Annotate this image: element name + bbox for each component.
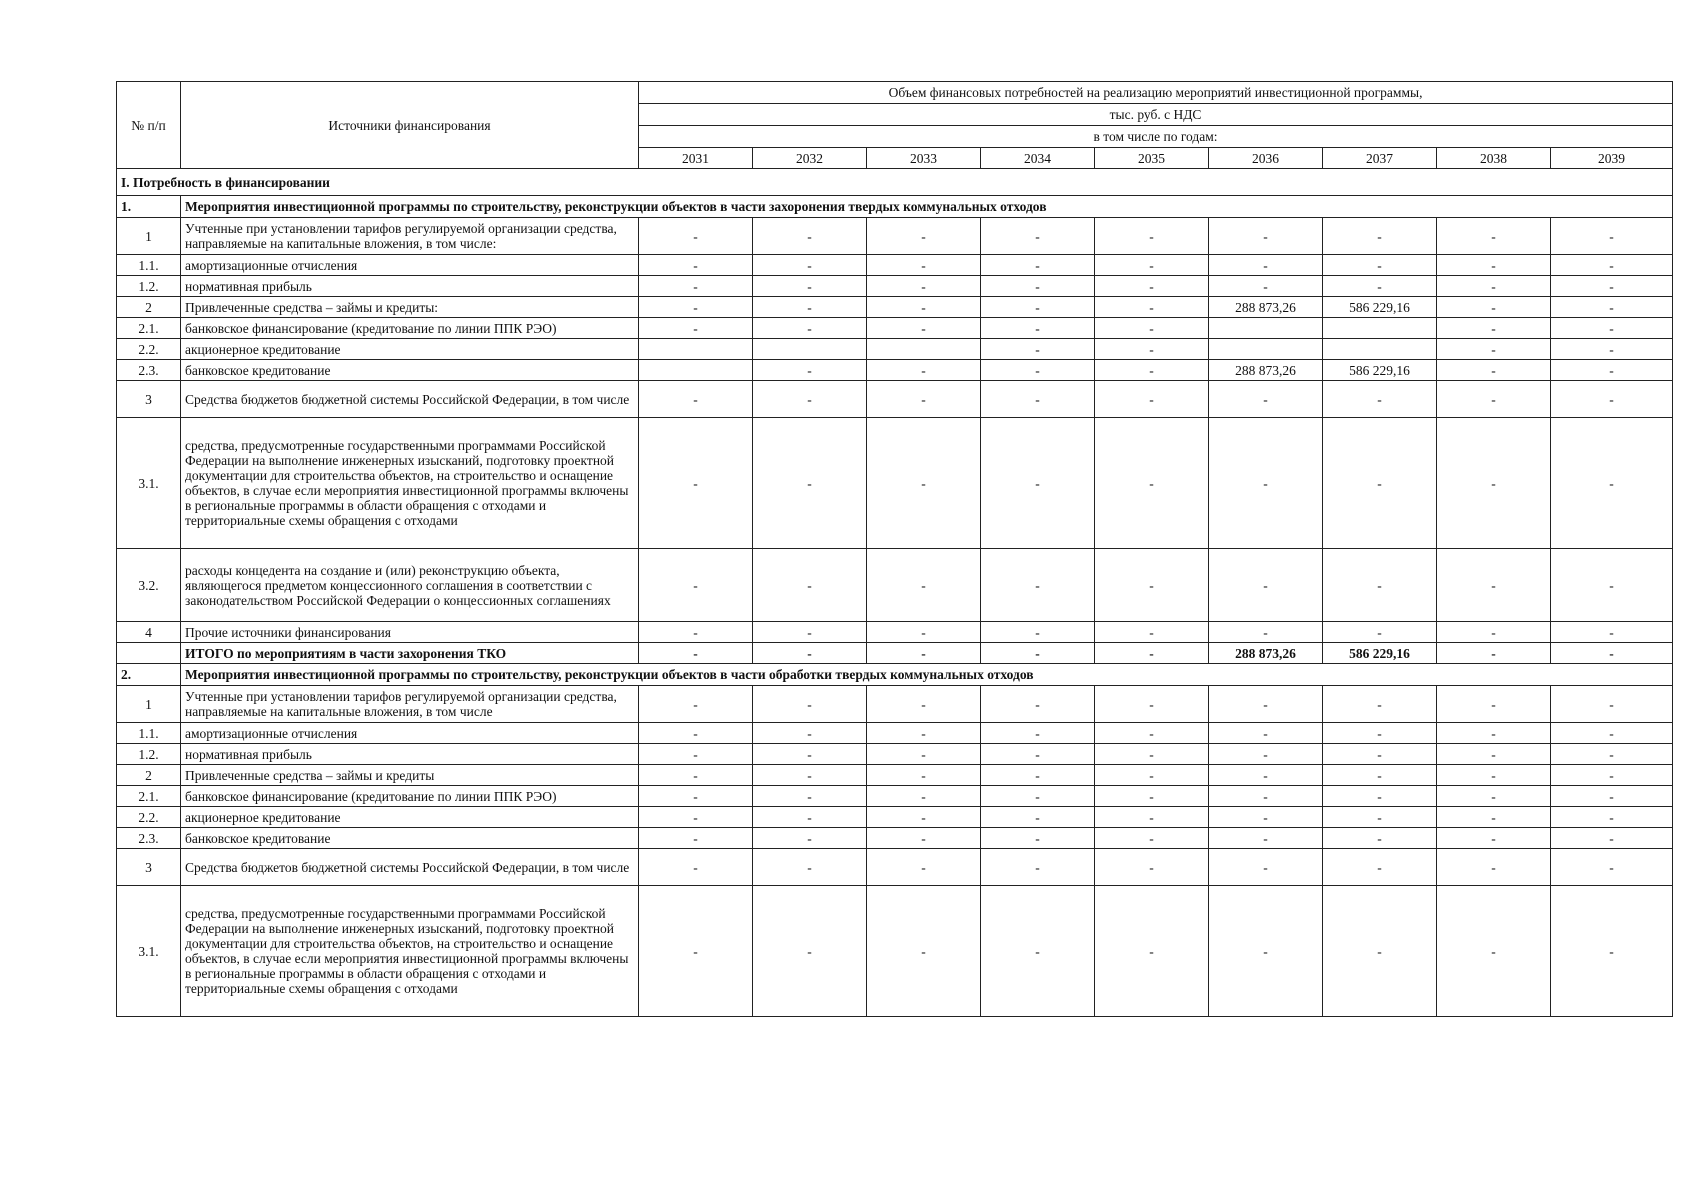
value-cell: -	[1437, 339, 1551, 360]
value-cell	[1323, 339, 1437, 360]
row-source: средства, предусмотренные государственными программами Российской Федерации на выполнение инженерных изысканий, подготовку проектной документации для строительства объектов, на строительство и оснащение объектов, в случае если мероприятия инвестиционной программы включены в региональные программы в области обращения с отходами и территориальные схемы обращения с отходами	[181, 418, 639, 549]
value-cell: -	[1209, 828, 1323, 849]
value-cell: -	[1209, 723, 1323, 744]
value-cell: -	[1551, 418, 1673, 549]
table-row	[117, 418, 1673, 549]
row-source: Средства бюджетов бюджетной системы Российской Федерации, в том числе	[181, 849, 639, 886]
value-cell: -	[981, 765, 1095, 786]
value-cell: 586 229,16	[1323, 297, 1437, 318]
value-cell: -	[639, 381, 753, 418]
value-cell: -	[981, 828, 1095, 849]
value-cell: -	[1437, 549, 1551, 622]
value-cell: -	[1323, 828, 1437, 849]
value-cell: -	[1209, 418, 1323, 549]
value-cell: -	[1551, 744, 1673, 765]
table-row	[117, 622, 1673, 643]
year-header: 2033	[867, 148, 981, 169]
value-cell: -	[753, 418, 867, 549]
section-title-row	[117, 664, 1673, 686]
value-cell: -	[867, 786, 981, 807]
table-row	[117, 297, 1673, 318]
value-cell	[1209, 318, 1323, 339]
row-source: Прочие источники финансирования	[181, 622, 639, 643]
table-row	[117, 849, 1673, 886]
value-cell: -	[981, 381, 1095, 418]
value-cell: -	[1551, 886, 1673, 1017]
value-cell: -	[1209, 744, 1323, 765]
value-cell: -	[1551, 786, 1673, 807]
table-row	[117, 339, 1673, 360]
value-cell: -	[753, 255, 867, 276]
value-cell: -	[1323, 622, 1437, 643]
value-cell: -	[1323, 218, 1437, 255]
value-cell: -	[753, 765, 867, 786]
value-cell: -	[753, 786, 867, 807]
value-cell: -	[867, 297, 981, 318]
value-cell: -	[1551, 686, 1673, 723]
value-cell: -	[1323, 744, 1437, 765]
value-cell: -	[753, 723, 867, 744]
value-cell: -	[639, 297, 753, 318]
value-cell: -	[1437, 276, 1551, 297]
row-source: нормативная прибыль	[181, 744, 639, 765]
row-source: Привлеченные средства – займы и кредиты	[181, 765, 639, 786]
value-cell: -	[1437, 849, 1551, 886]
value-cell: -	[1095, 622, 1209, 643]
value-cell: -	[1095, 786, 1209, 807]
year-header: 2036	[1209, 148, 1323, 169]
value-cell: -	[1209, 849, 1323, 886]
value-cell: -	[1437, 828, 1551, 849]
table-row	[117, 807, 1673, 828]
value-cell: -	[981, 297, 1095, 318]
value-cell: -	[1323, 886, 1437, 1017]
value-cell: -	[1095, 744, 1209, 765]
value-cell: -	[639, 828, 753, 849]
value-cell: -	[981, 255, 1095, 276]
value-cell: -	[867, 744, 981, 765]
row-number: 2	[117, 765, 181, 786]
value-cell: -	[981, 786, 1095, 807]
row-source: ИТОГО по мероприятиям в части захоронения ТКО	[181, 643, 639, 664]
table-row	[117, 276, 1673, 297]
table-body	[117, 82, 1673, 1017]
value-cell	[753, 339, 867, 360]
value-cell: -	[1437, 765, 1551, 786]
row-number: 1.2.	[117, 744, 181, 765]
year-header: 2034	[981, 148, 1095, 169]
value-cell: -	[867, 255, 981, 276]
value-cell: -	[1551, 255, 1673, 276]
value-cell: -	[867, 381, 981, 418]
value-cell	[1323, 318, 1437, 339]
value-cell: -	[1095, 276, 1209, 297]
value-cell: -	[1551, 381, 1673, 418]
value-cell: -	[1323, 807, 1437, 828]
financing-sheet	[116, 81, 1672, 1017]
value-cell: -	[1095, 381, 1209, 418]
value-cell: -	[1323, 276, 1437, 297]
row-source: банковское кредитование	[181, 360, 639, 381]
table-row	[117, 218, 1673, 255]
value-cell: -	[1437, 643, 1551, 664]
value-cell: -	[639, 255, 753, 276]
num-column-header: № п/п	[117, 82, 181, 169]
value-cell: -	[1323, 786, 1437, 807]
value-cell: -	[753, 849, 867, 886]
value-cell: -	[1323, 686, 1437, 723]
section-title: Мероприятия инвестиционной программы по строительству, реконструкции объектов в части обработки твердых коммунальных отходов	[181, 664, 1673, 686]
value-cell: -	[639, 622, 753, 643]
year-header: 2032	[753, 148, 867, 169]
value-cell: -	[1551, 849, 1673, 886]
value-cell: -	[867, 549, 981, 622]
row-number: 2.3.	[117, 828, 181, 849]
row-number	[117, 643, 181, 664]
value-cell: -	[981, 339, 1095, 360]
value-cell: -	[1437, 218, 1551, 255]
value-cell: -	[1437, 255, 1551, 276]
value-cell: -	[639, 765, 753, 786]
value-cell: -	[753, 807, 867, 828]
part-title-row	[117, 169, 1673, 196]
value-cell: -	[867, 622, 981, 643]
value-cell	[1209, 339, 1323, 360]
value-cell: -	[981, 318, 1095, 339]
year-header: 2038	[1437, 148, 1551, 169]
value-cell: -	[867, 318, 981, 339]
value-cell: -	[1323, 381, 1437, 418]
value-cell: -	[639, 786, 753, 807]
value-cell: -	[639, 807, 753, 828]
value-cell: -	[867, 828, 981, 849]
row-source: амортизационные отчисления	[181, 723, 639, 744]
value-cell: 586 229,16	[1323, 643, 1437, 664]
value-cell: -	[1551, 807, 1673, 828]
table-row	[117, 723, 1673, 744]
row-number: 3.1.	[117, 418, 181, 549]
value-cell: -	[1095, 849, 1209, 886]
value-cell: -	[1551, 360, 1673, 381]
value-cell: -	[639, 218, 753, 255]
value-cell: -	[867, 686, 981, 723]
value-cell: -	[1551, 276, 1673, 297]
value-cell: -	[639, 318, 753, 339]
table-row	[117, 744, 1673, 765]
row-number: 1.1.	[117, 723, 181, 744]
value-cell: -	[981, 276, 1095, 297]
value-cell: -	[1209, 807, 1323, 828]
value-cell: -	[639, 549, 753, 622]
value-cell: -	[1551, 297, 1673, 318]
row-number: 4	[117, 622, 181, 643]
value-cell: 586 229,16	[1323, 360, 1437, 381]
value-cell: -	[1551, 622, 1673, 643]
row-source: банковское кредитование	[181, 828, 639, 849]
value-cell: -	[753, 381, 867, 418]
value-cell: -	[1551, 339, 1673, 360]
row-number: 1	[117, 218, 181, 255]
value-cell: -	[1209, 381, 1323, 418]
row-source: акционерное кредитование	[181, 807, 639, 828]
table-row	[117, 886, 1673, 1017]
value-cell: -	[753, 318, 867, 339]
table-row	[117, 786, 1673, 807]
row-source: Средства бюджетов бюджетной системы Российской Федерации, в том числе	[181, 381, 639, 418]
value-cell: -	[753, 686, 867, 723]
value-cell: -	[867, 418, 981, 549]
value-cell: -	[1095, 643, 1209, 664]
value-cell: -	[753, 828, 867, 849]
total-row	[117, 643, 1673, 664]
row-number: 3	[117, 849, 181, 886]
value-cell: -	[1323, 549, 1437, 622]
value-cell: -	[1437, 886, 1551, 1017]
value-cell: 288 873,26	[1209, 360, 1323, 381]
value-cell: -	[867, 218, 981, 255]
value-cell: -	[1095, 255, 1209, 276]
value-cell: -	[1437, 381, 1551, 418]
value-cell: -	[1209, 765, 1323, 786]
value-cell: -	[867, 643, 981, 664]
row-source: акционерное кредитование	[181, 339, 639, 360]
value-cell: -	[1551, 318, 1673, 339]
value-cell: 288 873,26	[1209, 297, 1323, 318]
value-cell: -	[867, 276, 981, 297]
value-cell: -	[639, 849, 753, 886]
value-cell: -	[981, 886, 1095, 1017]
value-cell: -	[981, 686, 1095, 723]
value-cell: -	[639, 418, 753, 549]
row-source: Учтенные при установлении тарифов регулируемой организации средства, направляемые на капитальные вложения, в том числе	[181, 686, 639, 723]
table-row	[117, 318, 1673, 339]
value-cell: -	[753, 886, 867, 1017]
row-number: 3	[117, 381, 181, 418]
value-cell: -	[981, 744, 1095, 765]
value-cell: -	[1209, 886, 1323, 1017]
section-number: 1.	[117, 196, 181, 218]
table-row	[117, 765, 1673, 786]
value-cell: -	[1437, 622, 1551, 643]
value-cell: -	[639, 744, 753, 765]
value-cell: -	[1323, 418, 1437, 549]
row-number: 2.2.	[117, 807, 181, 828]
row-number: 1.2.	[117, 276, 181, 297]
financing-table	[116, 81, 1673, 1017]
value-cell: -	[1095, 828, 1209, 849]
value-cell: -	[639, 723, 753, 744]
value-cell: -	[981, 643, 1095, 664]
value-cell: -	[753, 360, 867, 381]
value-cell: -	[1323, 849, 1437, 886]
value-cell: -	[981, 218, 1095, 255]
value-cell: -	[1209, 549, 1323, 622]
table-row	[117, 381, 1673, 418]
value-cell: -	[1095, 318, 1209, 339]
value-cell: -	[867, 723, 981, 744]
value-cell: -	[1551, 723, 1673, 744]
value-cell: -	[639, 643, 753, 664]
row-source: расходы концедента на создание и (или) реконструкцию объекта, являющегося предметом концессионного соглашения в соответствии с законодательством Российской Федерации о концессионных соглашениях	[181, 549, 639, 622]
value-cell: -	[1095, 218, 1209, 255]
value-cell: -	[1209, 622, 1323, 643]
value-cell: -	[639, 686, 753, 723]
year-header: 2035	[1095, 148, 1209, 169]
value-cell: -	[1095, 886, 1209, 1017]
value-cell: -	[753, 549, 867, 622]
value-cell: -	[1437, 297, 1551, 318]
value-cell	[867, 339, 981, 360]
source-column-header: Источники финансирования	[181, 82, 639, 169]
row-number: 2.1.	[117, 786, 181, 807]
value-cell: -	[1551, 765, 1673, 786]
value-cell: -	[867, 807, 981, 828]
row-source: банковское финансирование (кредитование по линии ППК РЭО)	[181, 786, 639, 807]
value-cell: -	[1209, 255, 1323, 276]
value-cell: -	[639, 276, 753, 297]
value-cell: -	[1095, 360, 1209, 381]
row-number: 2.3.	[117, 360, 181, 381]
row-source: амортизационные отчисления	[181, 255, 639, 276]
year-header: 2037	[1323, 148, 1437, 169]
value-cell: -	[1437, 360, 1551, 381]
value-cell: -	[867, 886, 981, 1017]
value-cell: -	[753, 643, 867, 664]
value-cell: -	[1437, 807, 1551, 828]
table-row	[117, 686, 1673, 723]
value-cell: -	[1209, 686, 1323, 723]
value-cell: -	[1095, 339, 1209, 360]
year-header: 2039	[1551, 148, 1673, 169]
section-title-row	[117, 196, 1673, 218]
value-cell: -	[867, 360, 981, 381]
value-cell: -	[1095, 723, 1209, 744]
value-cell: -	[1095, 418, 1209, 549]
table-row	[117, 828, 1673, 849]
value-cell: -	[1437, 686, 1551, 723]
row-source: банковское финансирование (кредитование по линии ППК РЭО)	[181, 318, 639, 339]
row-source: Учтенные при установлении тарифов регулируемой организации средства, направляемые на капитальные вложения, в том числе:	[181, 218, 639, 255]
value-cell: -	[867, 765, 981, 786]
value-cell: -	[1095, 297, 1209, 318]
value-cell: -	[981, 622, 1095, 643]
row-source: нормативная прибыль	[181, 276, 639, 297]
value-cell: -	[1551, 643, 1673, 664]
value-cell: -	[1551, 218, 1673, 255]
row-number: 2	[117, 297, 181, 318]
value-cell: -	[981, 418, 1095, 549]
value-cell: -	[981, 723, 1095, 744]
value-cell: -	[1437, 318, 1551, 339]
section-title: Мероприятия инвестиционной программы по строительству, реконструкции объектов в части захоронения твердых коммунальных отходов	[181, 196, 1673, 218]
value-cell: -	[1551, 549, 1673, 622]
table-row	[117, 255, 1673, 276]
value-cell: -	[753, 297, 867, 318]
value-cell: -	[1095, 807, 1209, 828]
value-cell: -	[1209, 786, 1323, 807]
value-cell: -	[981, 849, 1095, 886]
value-cell: -	[981, 807, 1095, 828]
row-source: Привлеченные средства – займы и кредиты:	[181, 297, 639, 318]
row-number: 1.1.	[117, 255, 181, 276]
row-source: средства, предусмотренные государственными программами Российской Федерации на выполнение инженерных изысканий, подготовку проектной документации для строительства объектов, на строительство и оснащение объектов, в случае если мероприятия инвестиционной программы включены в региональные программы в области обращения с отходами и территориальные схемы обращения с отходами	[181, 886, 639, 1017]
row-number: 1	[117, 686, 181, 723]
value-cell: -	[1323, 765, 1437, 786]
table-row	[117, 360, 1673, 381]
value-cell: -	[639, 886, 753, 1017]
row-number: 2.1.	[117, 318, 181, 339]
value-cell: -	[1437, 418, 1551, 549]
value-cell: -	[1209, 276, 1323, 297]
value-cell: -	[981, 549, 1095, 622]
volume-header-line1: Объем финансовых потребностей на реализацию мероприятий инвестиционной программы,	[639, 82, 1673, 104]
value-cell: -	[1095, 686, 1209, 723]
value-cell: -	[1095, 549, 1209, 622]
part-title: I. Потребность в финансировании	[117, 169, 1673, 196]
value-cell: -	[1437, 744, 1551, 765]
value-cell: -	[753, 622, 867, 643]
value-cell: -	[1095, 765, 1209, 786]
volume-header-line2: тыс. руб. с НДС	[639, 104, 1673, 126]
table-row	[117, 549, 1673, 622]
value-cell: -	[867, 849, 981, 886]
value-cell: -	[1323, 723, 1437, 744]
row-number: 2.2.	[117, 339, 181, 360]
volume-header-line3: в том числе по годам:	[639, 126, 1673, 148]
value-cell: 288 873,26	[1209, 643, 1323, 664]
value-cell	[639, 360, 753, 381]
value-cell: -	[1437, 786, 1551, 807]
value-cell: -	[753, 744, 867, 765]
row-number: 3.2.	[117, 549, 181, 622]
value-cell: -	[1209, 218, 1323, 255]
value-cell	[639, 339, 753, 360]
section-number: 2.	[117, 664, 181, 686]
value-cell: -	[1551, 828, 1673, 849]
value-cell: -	[981, 360, 1095, 381]
value-cell: -	[1437, 723, 1551, 744]
year-header: 2031	[639, 148, 753, 169]
header-row-1	[117, 82, 1673, 104]
value-cell: -	[1323, 255, 1437, 276]
row-number: 3.1.	[117, 886, 181, 1017]
value-cell: -	[753, 218, 867, 255]
value-cell: -	[753, 276, 867, 297]
